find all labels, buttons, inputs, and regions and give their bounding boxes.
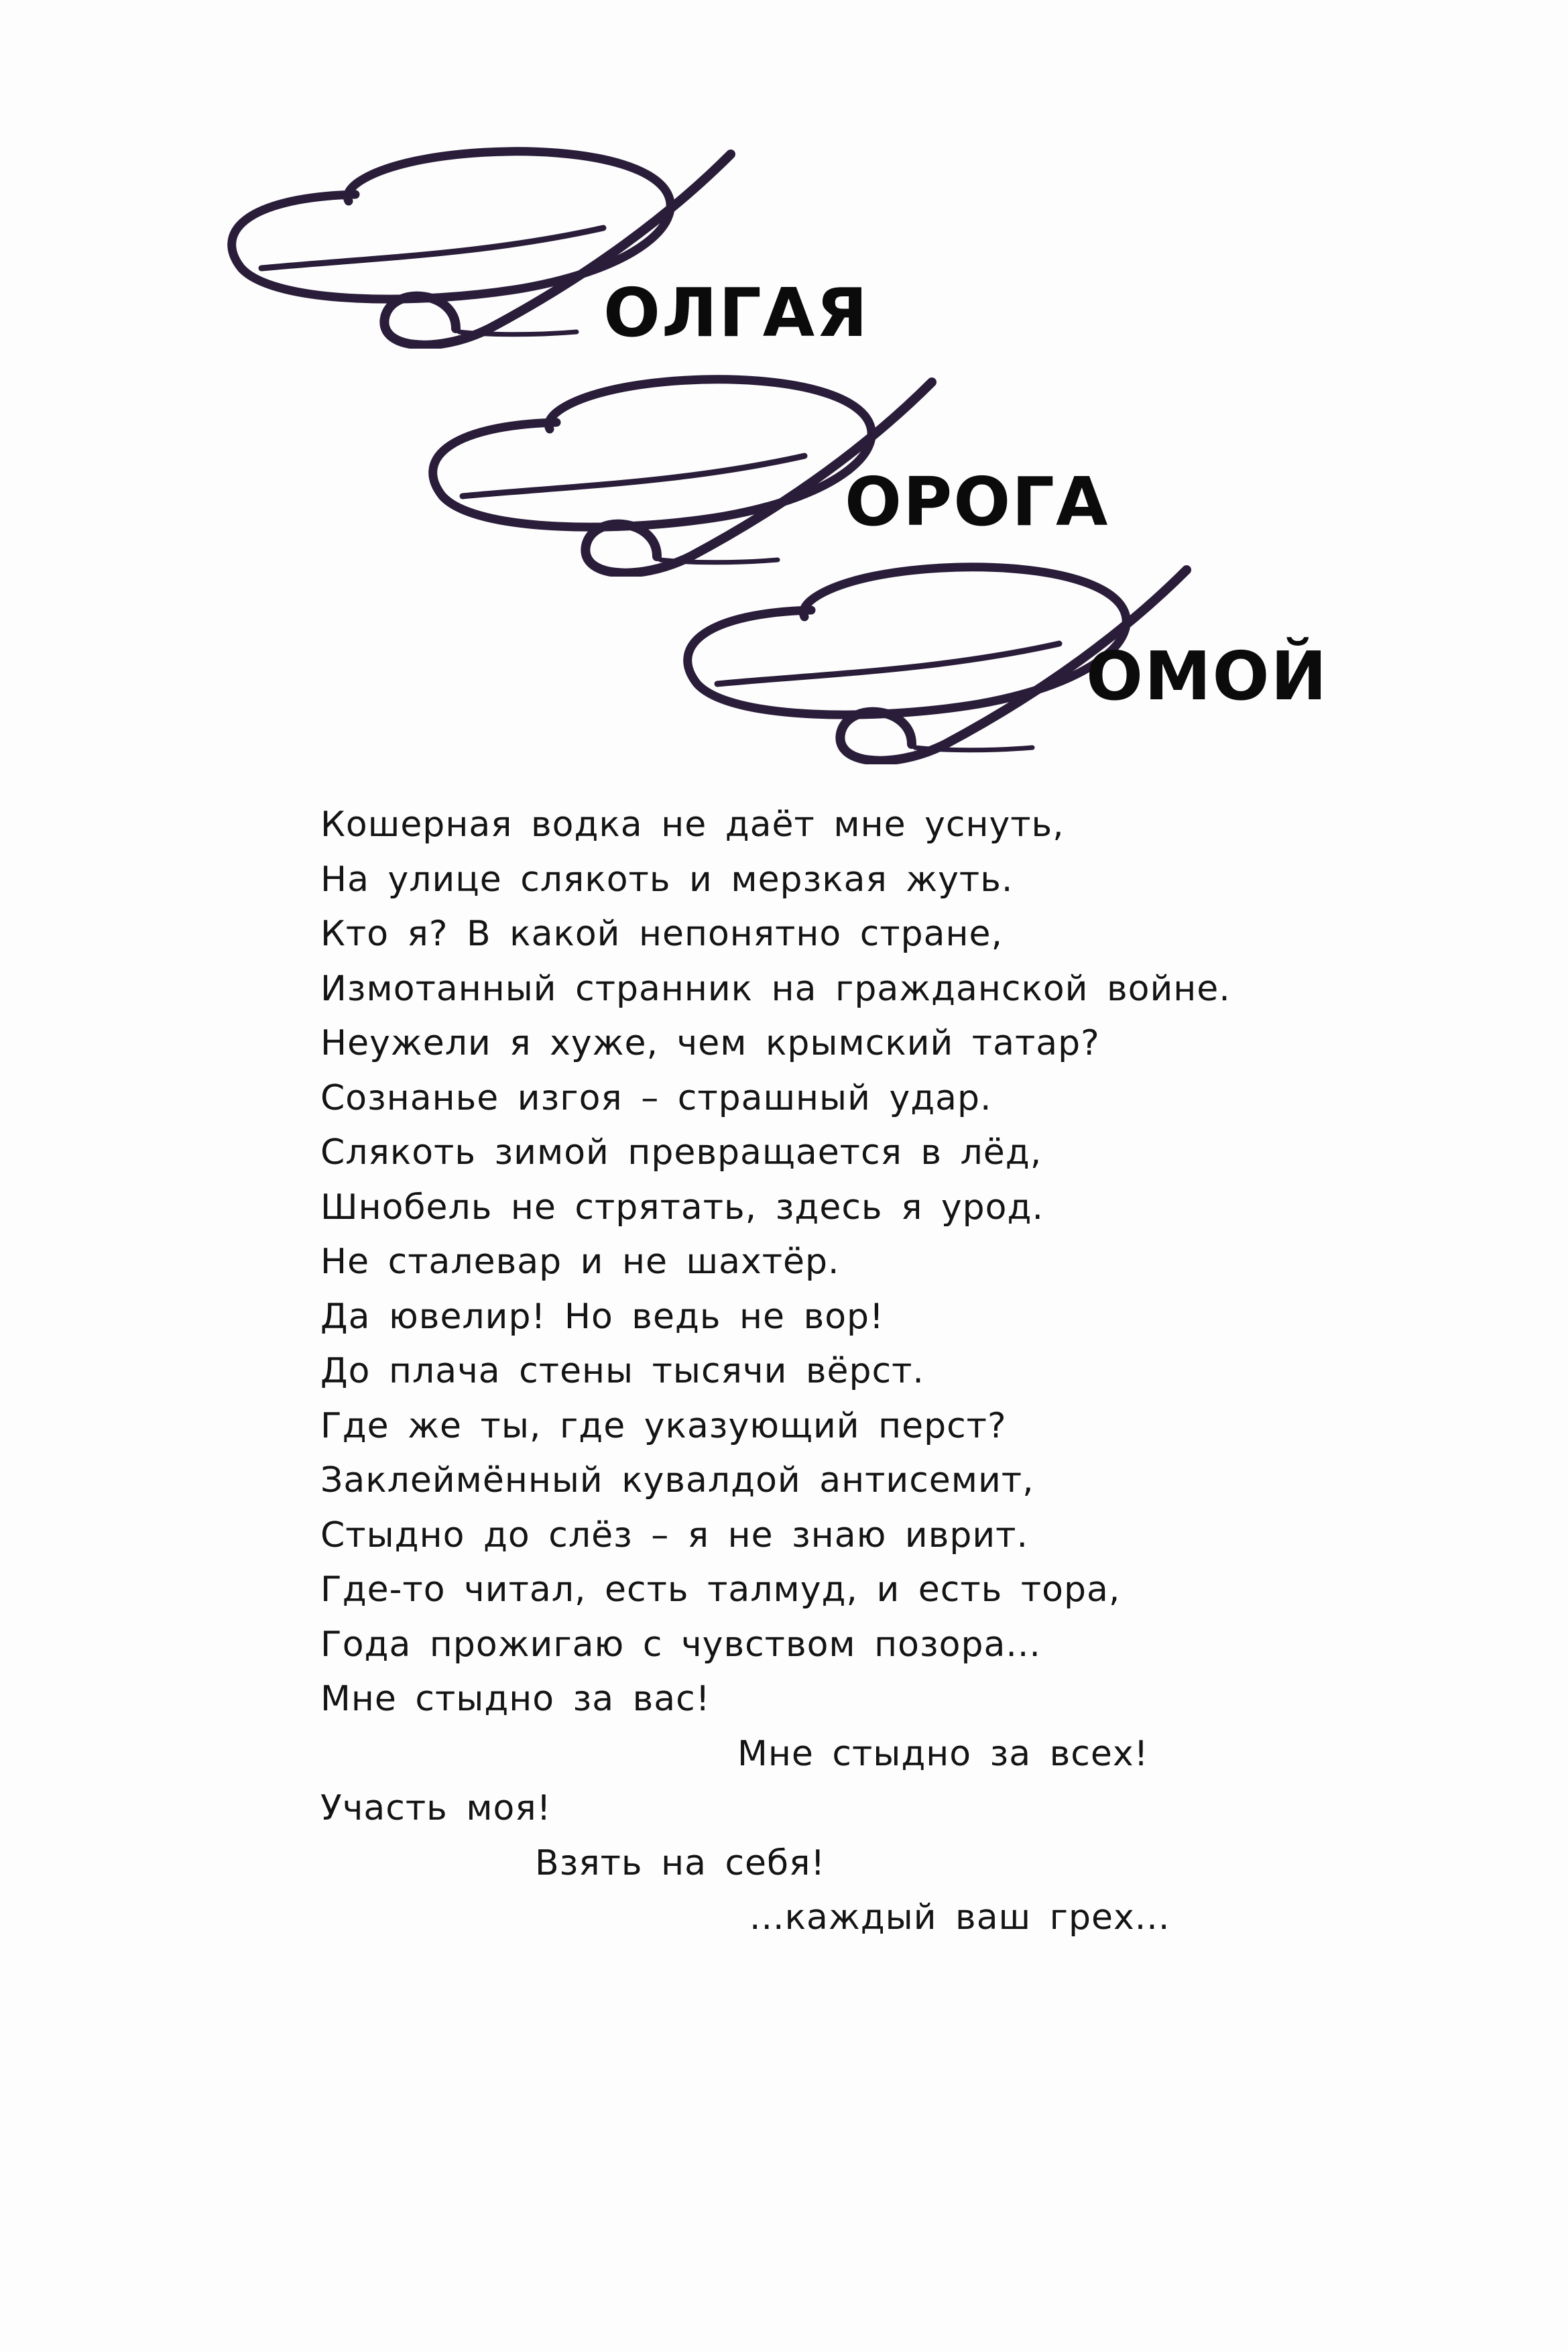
poem-line-14: Стыдно до слёз – я не знаю иврит.: [320, 1515, 1028, 1555]
title-word-2: [845, 463, 1109, 541]
poem-line-21: ...каждый ваш грех...: [749, 1897, 1170, 1938]
poem-line-11: До плача стены тысячи вёрст.: [320, 1351, 924, 1391]
poem-line-5: Неужели я хуже, чем крымский татар?: [320, 1023, 1100, 1063]
poem-line-6: Сознанье изгоя – страшный удар.: [320, 1077, 992, 1118]
poem-line-18: Мне стыдно за всех!: [737, 1733, 1149, 1774]
poem-line-15: Где-то читал, есть талмуд, и есть тора,: [320, 1570, 1121, 1610]
title-rest-1: ОЛГАЯ: [603, 274, 869, 352]
poem-line-9: Не сталевар и не шахтёр.: [320, 1242, 840, 1282]
poem-line-17: Мне стыдно за вас!: [320, 1679, 711, 1719]
poem-line-13: Заклеймённый кувалдой антисемит,: [320, 1460, 1034, 1501]
poem-line-2: На улице слякоть и мерзкая жуть.: [320, 859, 1014, 900]
title-line-3: [657, 550, 1394, 764]
title-word-1: [603, 274, 869, 352]
poem-line-3: Кто я? В какой непонятно стране,: [320, 914, 1003, 954]
poem-line-12: Где же ты, где указующий перст?: [320, 1405, 1007, 1446]
poem-line-10: Да ювелир! Но ведь не вор!: [320, 1296, 884, 1337]
title-line-1: [201, 134, 939, 352]
title-word-3: [1086, 637, 1328, 715]
poem-line-1: Кошерная водка не даёт мне уснуть,: [320, 805, 1065, 845]
title-rest-3: ОМОЙ: [1086, 637, 1329, 715]
title-line-2: [402, 362, 1140, 577]
title-block: [0, 0, 1568, 751]
poem-line-19: Участь моя!: [320, 1788, 552, 1828]
poem-line-20: Взять на себя!: [535, 1842, 826, 1883]
poem-body: [320, 798, 1460, 1946]
poem-line-4: Измотанный странник на гражданской войне.: [320, 968, 1231, 1009]
poem-line-16: Года прожигаю с чувством позора...: [320, 1624, 1041, 1665]
poem-line-8: Шнобель не стрятать, здесь я урод.: [320, 1187, 1044, 1228]
poem-line-7: Слякоть зимой превращается в лёд,: [320, 1132, 1042, 1173]
title-rest-2: ОРОГА: [845, 463, 1109, 541]
